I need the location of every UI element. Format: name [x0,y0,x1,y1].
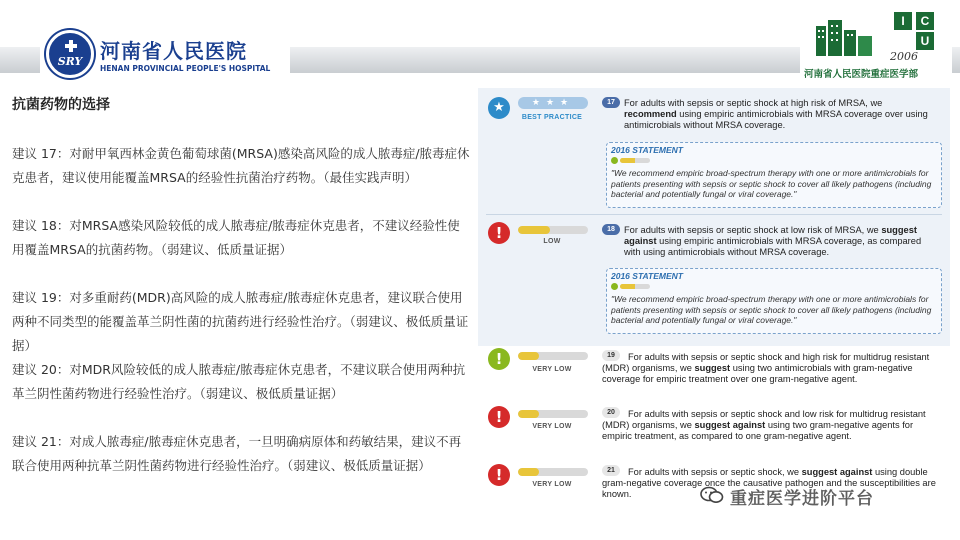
statement-text: "We recommend empiric broad-spectrum therapy with one or more antimicrobials for patients presenting with sepsis or septic shock to cover all likely pathogens (including bacterial and potentially fungal or viral coverage." [611,294,932,325]
watermark [700,482,940,512]
rec-number-18: 18 [602,224,620,235]
best-practice-icon: ★ [488,97,510,119]
recommendation-21: 建议 21：对成人脓毒症/脓毒症休克患者，一旦明确病原体和药敏结果，建议不再联合使用两种抗革兰阴性菌药物进行经验性治疗。（弱建议、极低质量证据） [12,434,462,473]
rec-number-17: 17 [602,97,620,108]
statement-box-1 [606,142,942,208]
quality-bar-19 [518,352,588,360]
rec-number-20: 20 [602,407,620,418]
recommendation-18: 建议 18：对MRSA感染风险较低的成人脓毒症/脓毒症休克患者，不建议经验性使用覆盖MRSA的抗菌药物。（弱建议、低质量证据） [12,218,460,257]
best-practice-stars: ★★★ [518,97,588,109]
grade-label-17: BEST PRACTICE [521,114,583,121]
grade-label-21: VERY LOW [532,481,572,488]
grade-label-19: VERY LOW [532,366,572,373]
rec-number-19: 19 [602,350,620,361]
recommendation-17: 建议 17：对耐甲氧西林金黄色葡萄球菌(MRSA)感染高风险的成人脓毒症/脓毒症休克患者，建议使用能覆盖MRSA的经验性抗菌治疗药物。（最佳实践声明） [12,146,470,185]
statement-title: 2016 STATEMENT [611,145,683,155]
hospital-seal-icon: SRY [46,30,94,78]
rec-number-21: 21 [602,465,620,476]
alert-icon: ! [488,222,510,244]
statement-text: "We recommend empiric broad-spectrum therapy with one or more antimicrobials for patients presenting with sepsis or septic shock to cover all likely pathogens (including bacterial and potentially fungal or viral coverage." [611,168,932,199]
alert-icon: ! [488,464,510,486]
recommendation-19: 建议 19：对多重耐药(MDR)高风险的成人脓毒症/脓毒症休克患者，建议联合使用两种不同类型的能覆盖革兰阴性菌的抗菌药进行经验性治疗。（弱建议、极低质量证据） [12,290,469,353]
icu-year: 2006 [890,50,918,63]
statement-grade-icon [611,157,618,164]
grade-label-20: VERY LOW [532,423,572,430]
quality-bar-20 [518,410,588,418]
icu-letter-u: U [916,32,934,50]
guideline-text-21: For adults with sepsis or septic shock, we suggest against using double gram-negative coverage once the causative pathogen and the susceptibilities are known. [602,467,936,499]
divider [486,214,942,215]
alert-icon: ! [488,406,510,428]
wechat-icon [700,486,724,504]
statement-title: 2016 STATEMENT [611,271,683,281]
watermark-text: 重症医学进阶平台 [730,489,874,509]
icu-letter-c: C [916,12,934,30]
quality-bar-21 [518,468,588,476]
icu-dept-name: 河南省人民医院重症医学部 [804,69,919,80]
statement-box-2 [606,268,942,334]
quality-bar-18 [518,226,588,234]
alert-icon: ! [488,348,510,370]
icu-logo [800,8,952,80]
icu-letter-i: I [894,12,912,30]
hospital-name-en: HENAN PROVINCIAL PEOPLE'S HOSPITAL [100,64,271,73]
statement-grade-icon [611,283,618,290]
guideline-text-17: For adults with sepsis or septic shock at high risk of MRSA, we recommend using empiric antimicrobials with MRSA coverage over using antimicrobials without MRSA coverage. [624,98,928,130]
page-title: 抗菌药物的选择 [12,97,110,113]
grade-label-18: LOW [543,238,561,245]
hospital-name-cn: 河南省人民医院 [100,39,247,63]
statement-grade-bar [620,284,650,289]
guideline-text-18: For adults with sepsis or septic shock at low risk of MRSA, we suggest against using empiric antimicrobials with MRSA coverage, as compared with using antimicrobials without MRSA coverage. [624,225,922,257]
guideline-text-20: For adults with sepsis or septic shock and low risk for multidrug resistant (MDR) organisms, we suggest against using two gram-negative agents for empiric treatment, as compared to one gram-negative agent. [602,409,926,441]
statement-grade-bar [620,158,650,163]
recommendation-20: 建议 20：对MDR风险较低的成人脓毒症/脓毒症休克患者，不建议联合使用两种抗革兰阴性菌药物进行经验性治疗。（弱建议、极低质量证据） [12,362,466,401]
hospital-logo [40,28,290,78]
hospital-building-icon [812,16,876,58]
guideline-text-19: For adults with sepsis or septic shock and high risk for multidrug resistant (MDR) organisms, we suggest using two antimicrobials with gram-negative coverage for empiric treatment over one gram-negative agent. [602,352,930,384]
